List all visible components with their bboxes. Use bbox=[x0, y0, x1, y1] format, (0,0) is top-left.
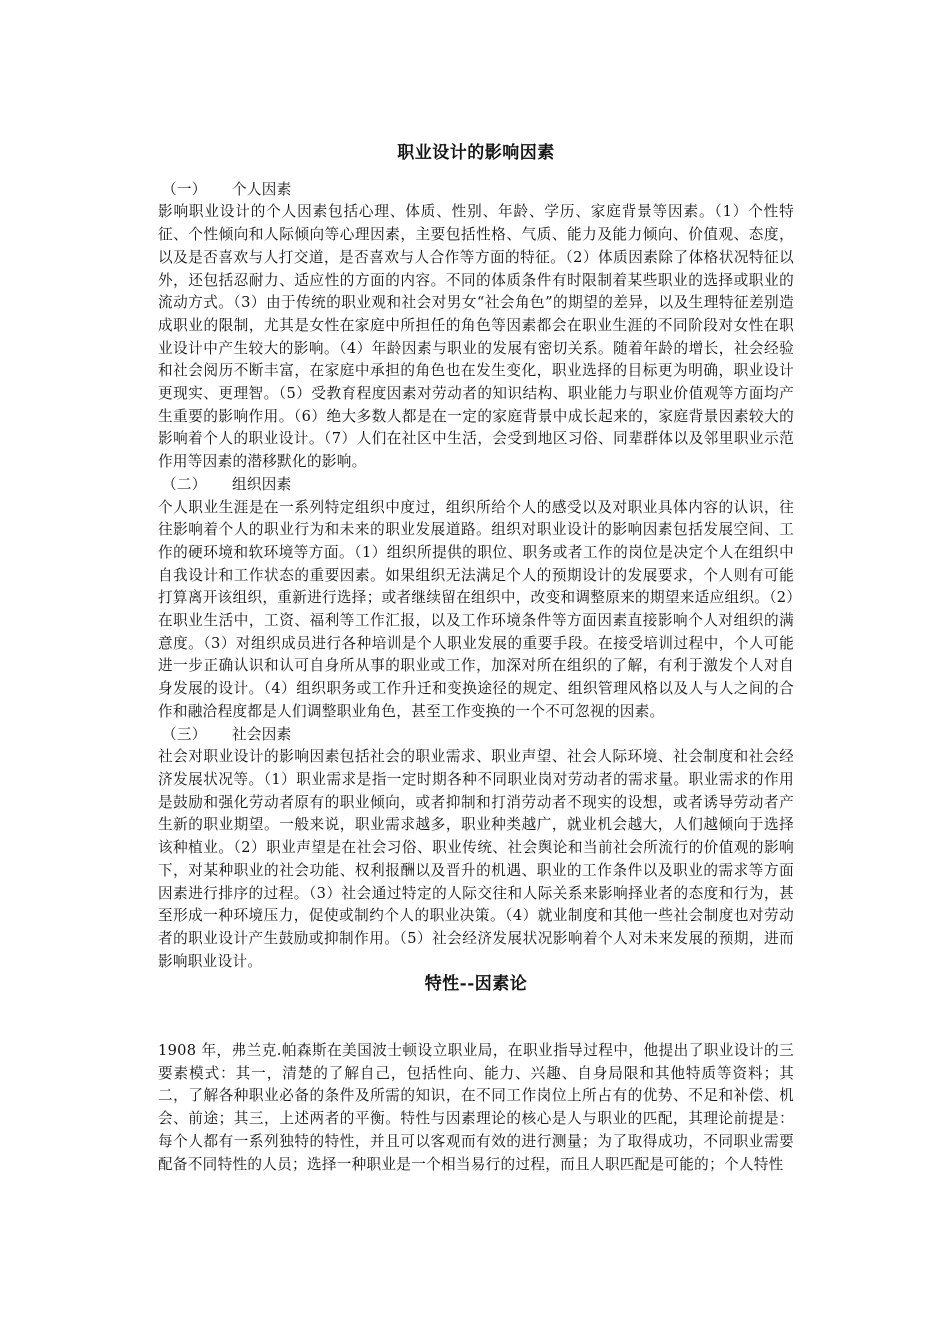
subtitle-trait-factor: 特性--因素论 bbox=[424, 974, 528, 995]
section-number: （三） bbox=[162, 725, 207, 743]
section-name: 组织因素 bbox=[232, 475, 292, 493]
section-number: （二） bbox=[162, 475, 207, 493]
section-name: 个人因素 bbox=[232, 180, 292, 198]
section-number: （一） bbox=[162, 180, 207, 198]
section-body-personal: 影响职业设计的个人因素包括心理、体质、性别、年龄、学历、家庭背景等因素。（1）个性特征、个性倾向和人际倾向等心理因素，主要包括性格、气质、能力及能力倾向、价值观、态度，以及是否喜欢与人打交道，是否喜欢与人合作等方面的特征。（2）体质因素除了体格状况特征以外，还包括忍耐力、适应性的方面的内容。不同的体质条件有时限制着某些职业的选择或职业的流动方式。（3）由于传统的职业观和社会对男女“社会角色”的期望的差异，以及生理特征差别造成职业的限制，尤其是女性在家庭中所担任的角色等因素都会在职业生涯的不同阶段对女性在职业设计中产生较大的影响。（4）年龄因素与职业的发展有密切关系。随着年龄的增长，社会经验和社会阅历不断丰富，在家庭中承担的角色也在发生变化，职业选择的目标更为明确，职业设计更现实、更理智。（5）受教育程度因素对劳动者的知识结构、职业能力与职业价值观等方面均产生重要的影响作用。（6）绝大多数人都是在一定的家庭背景中成长起来的，家庭背景因素较大的影响着个人的职业设计。（7）人们在社区中生活，会受到地区习俗、同辈群体以及邻里职业示范作用等因素的潜移默化的影响。 bbox=[158, 203, 794, 471]
document-body bbox=[158, 142, 794, 1176]
section-heading-organization bbox=[158, 474, 794, 497]
final-paragraph: 1908 年，弗兰克.帕森斯在美国波士顿设立职业局，在职业指导过程中，他提出了职业设计的三要素模式：其一，清楚的了解自己，包括性向、能力、兴趣、自身局限和其他特质等资料；其二，了解各种职业必备的条件及所需的知识，在不同工作岗位上所占有的优势、不足和补偿、机会、前途；其三，上述两者的平衡。特性与因素理论的核心是人与职业的匹配，其理论前提是：每个人都有一系列独特的特性，并且可以客观而有效的进行测量；为了取得成功，不同职业需要配备不同特性的人员；选择一种职业是一个相当易行的过程，而且人职匹配是可能的；个人特性 bbox=[158, 1042, 794, 1173]
section-heading-personal bbox=[158, 179, 794, 202]
document-title: 职业设计的影响因素 bbox=[397, 143, 555, 163]
paragraph-gap bbox=[158, 1018, 794, 1040]
section-body-organization: 个人职业生涯是在一系列特定组织中度过，组织所给个人的感受以及对职业具体内容的认识，往往影响着个人的职业行为和未来的职业发展道路。组织对职业设计的影响因素包括发展空间、工作的硬环境和软环境等方面。（1）组织所提供的职位、职务或者工作的岗位是决定个人在组织中自我设计和工作状态的重要因素。如果组织无法满足个人的预期设计的发展要求，个人则有可能打算离开该组织，重新进行选择；或者继续留在组织中，改变和调整原来的期望来适应组织。（2）在职业生活中，工资、福利等工作汇报，以及工作环境条件等方面因素直接影响个人对组织的满意度。（3）对组织成员进行各种培训是个人职业发展的重要手段。在接受培训过程中，个人可能进一步正确认识和认可自身所从事的职业或工作，加深对所在组织的了解，有利于激发个人对自身发展的设计。（4）组织职务或工作升迁和变换途径的规定、组织管理风格以及人与人之间的合作和融洽程度都是人们调整职业角色，甚至工作变换的一个不可忽视的因素。 bbox=[158, 498, 794, 720]
section-name: 社会因素 bbox=[232, 725, 292, 743]
section-heading-society bbox=[158, 724, 794, 747]
section-body-society: 社会对职业设计的影响因素包括社会的职业需求、职业声望、社会人际环境、社会制度和社会经济发展状况等。（1）职业需求是指一定时期各种不同职业岗对劳动者的需求量。职业需求的作用是鼓励和强化劳动者原有的职业倾向，或者抑制和打消劳动者不现实的设想，或者诱导劳动者产生新的职业期望。一般来说，职业需求越多，职业种类越广，就业机会越大，人们越倾向于选择该种植业。（2）职业声望是在社会习俗、职业传统、社会舆论和当前社会所流行的价值观的影响下，对某种职业的社会功能、权利报酬以及晋升的机遇、职业的工作条件以及职业的需求等方面因素进行排序的过程。（3）社会通过特定的人际交往和人际关系来影响择业者的态度和行为，甚至形成一种环境压力，促使或制约个人的职业决策。（4）就业制度和其他一些社会制度也对劳动者的职业设计产生鼓励或抑制作用。（5）社会经济发展状况影响着个人对未来发展的预期，进而影响职业设计。 bbox=[158, 748, 794, 970]
